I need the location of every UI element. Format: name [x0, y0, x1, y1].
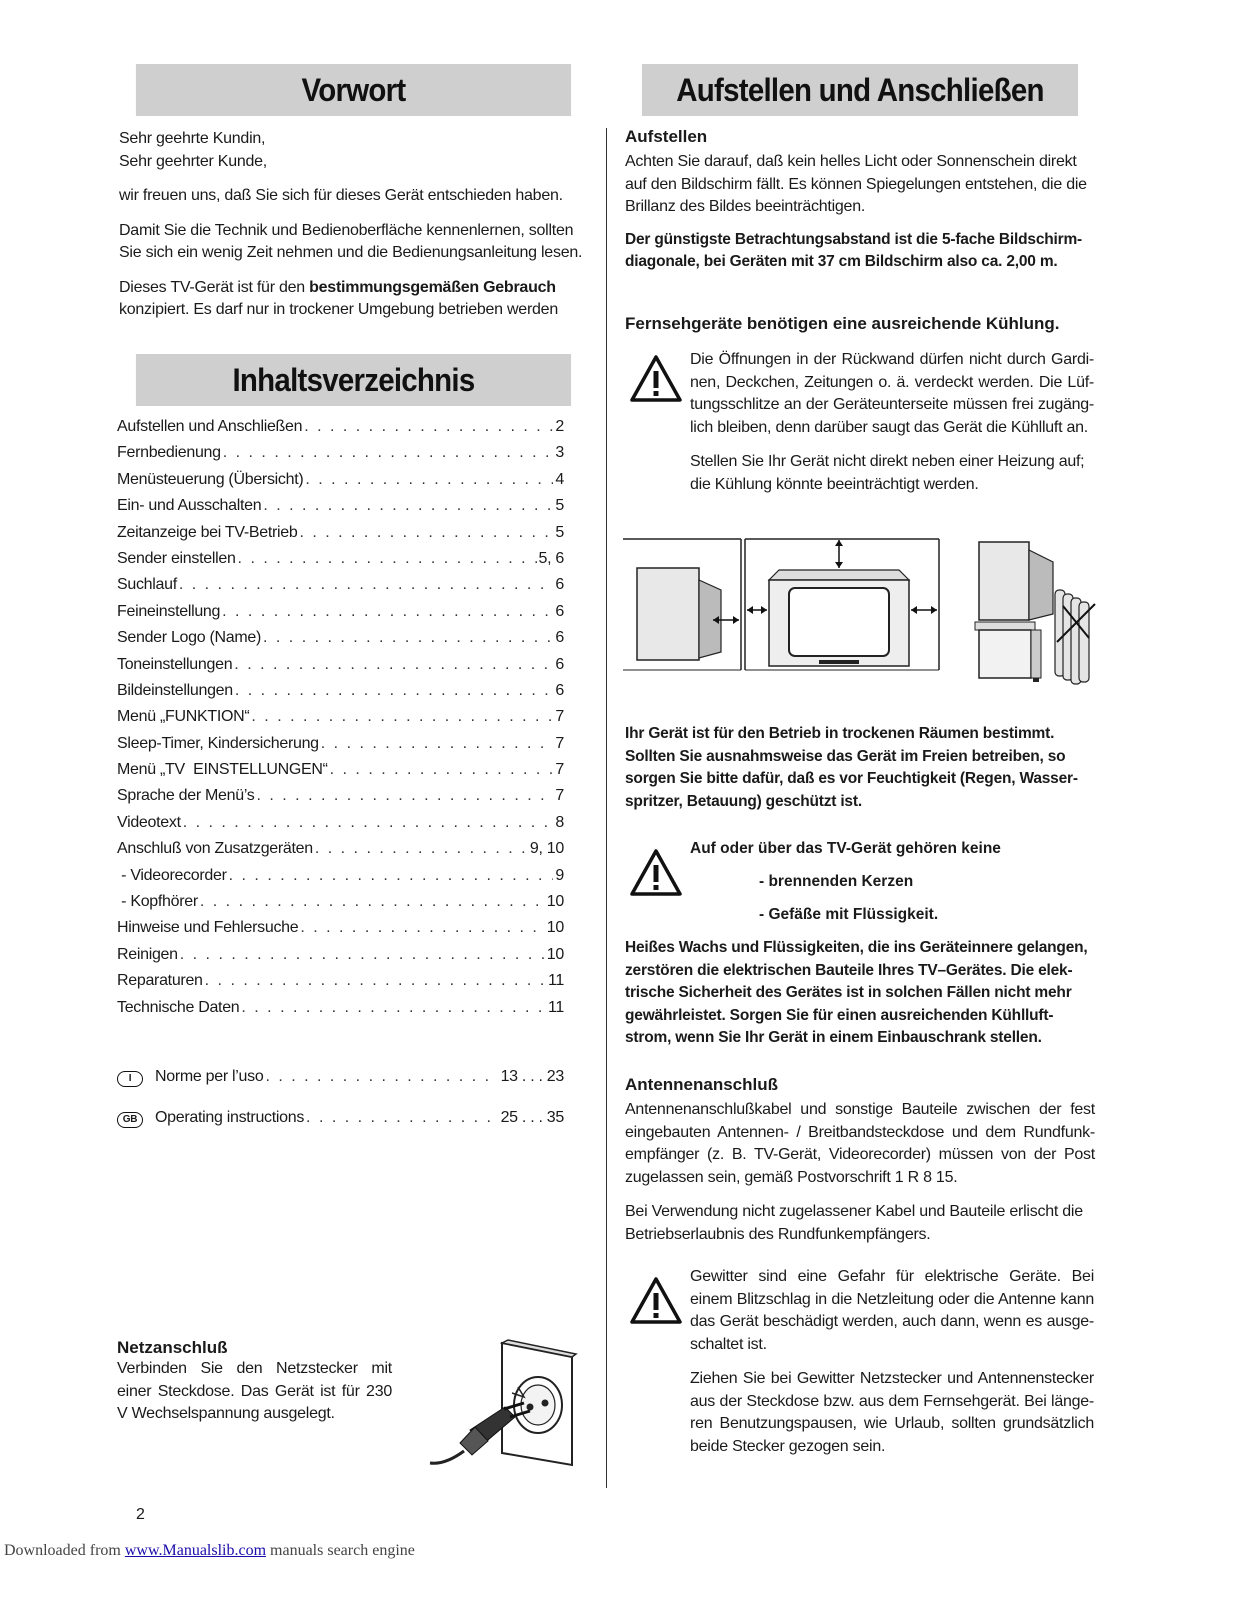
- toc-entry-page: 6: [555, 681, 564, 699]
- kuehlung-paragraph-1: Die Öffnungen in der Rückwand dürfen nicht durch Gardi-nen, Deckchen, Zeitungen o. ä. verdeckt werden. Die Lüf-tungsschlitze an der Geräteunterseite müssen frei zugäng-lich bleiben, denn darüber saugt das Gerät die Kühlluft an.: [690, 351, 1094, 436]
- toc-entry-label: Technische Daten: [117, 998, 240, 1016]
- toc-leader-dots: [234, 656, 553, 674]
- toc-entry-label: Hinweise und Fehlersuche: [117, 919, 299, 937]
- toc-entry-label: - Videorecorder: [117, 866, 227, 884]
- toc-leader-dots: [265, 1068, 498, 1086]
- toc-entry-page: 2: [555, 418, 564, 435]
- aufstellen-heading: Aufstellen: [625, 127, 708, 146]
- toc-entry: [117, 893, 564, 919]
- antenne-heading: Antennenanschluß: [625, 1075, 779, 1094]
- toc-entry-page: 10: [546, 945, 564, 963]
- toc-leader-dots: [229, 867, 554, 885]
- language-badge-icon: I: [117, 1071, 143, 1087]
- toc-entry-label: Sleep-Timer, Kindersicherung: [117, 734, 319, 752]
- right-column: [623, 64, 1097, 116]
- antenne-section: [625, 1075, 1095, 1246]
- power-plug-illustration: [420, 1335, 580, 1480]
- toc-entry-label: Bildeinstellungen: [117, 681, 233, 699]
- toc-entry: [117, 418, 564, 444]
- greeting-line-1: Sehr geehrte Kundin,: [119, 130, 266, 147]
- page-number: 2: [136, 1506, 145, 1523]
- netzanschluss-section: [117, 1338, 392, 1426]
- toc-leader-dots: [315, 840, 528, 858]
- toc-entry: [117, 444, 564, 470]
- toc-entry-page: 11: [547, 998, 564, 1016]
- toc-entry-page: 9: [555, 866, 564, 884]
- greeting-line-2: Sehr geehrter Kunde,: [119, 152, 267, 170]
- toc-leader-dots: [241, 999, 546, 1017]
- wachs-section: [625, 937, 1095, 1050]
- toc-entry-page: 5: [555, 523, 564, 541]
- gewitter-text: [690, 1266, 1094, 1458]
- warning-icon: [629, 848, 683, 898]
- toc-entry: [117, 682, 564, 708]
- table-of-contents: [117, 418, 564, 1025]
- toc-entry-label: Feineinstellung: [117, 602, 221, 620]
- toc-entry-page: 6: [555, 602, 564, 620]
- toc-entry: [117, 999, 564, 1025]
- toc-leader-dots: [263, 497, 553, 515]
- toc-leader-dots: [222, 603, 553, 621]
- toc-entry-label: Menü „TV EINSTELLUNGEN“: [117, 761, 328, 779]
- toc-entry-page: 11: [547, 972, 564, 990]
- toc-leader-dots: [180, 946, 545, 964]
- toc-entry-page: 10: [546, 893, 564, 911]
- toc-entry: [117, 919, 564, 945]
- vorwort-paragraph-3: [117, 277, 590, 322]
- tv-placement-illustration: [623, 530, 1097, 690]
- left-column: [117, 64, 590, 322]
- toc-entry-page: 6: [555, 576, 564, 594]
- toc-leader-dots: [321, 735, 554, 753]
- toc-entry-label: Sender Logo (Name): [117, 629, 262, 647]
- toc-entry-page: 6: [555, 655, 564, 673]
- abstand-note: Der günstigste Betrachtungsabstand ist die 5-fache Bildschirm-diagonale, bei Geräten mit 37 cm Bildschirm also ca. 2,00 m.: [625, 230, 1082, 270]
- toc-leader-dots: [300, 919, 544, 937]
- toc-entry-page: 5: [555, 497, 564, 515]
- language-entry-pages: 25 . . . 35: [500, 1109, 564, 1126]
- toc-entry-label: Menüsteuerung (Übersicht): [117, 470, 304, 488]
- language-entry-pages: 13 . . . 23: [500, 1068, 564, 1085]
- toc-entry-page: 3: [555, 444, 564, 462]
- wachs-note: Heißes Wachs und Flüssigkeiten, die ins Geräteinnere gelangen, zerstören die elektrischen Bauteile Ihres TV–Gerätes. Die elek-trische Sicherheit des Gerätes ist in solchen Fällen nicht mehr gewährleistet. Sorgen Sie für einen ausreichenden Kühlluft-strom, wenn Sie Ihr Gerät in einem Einbauschrank stellen.: [625, 939, 1088, 1046]
- toc-entry-label: Menü „FUNKTION“: [117, 708, 250, 726]
- toc-leader-dots: [200, 893, 545, 911]
- toc-entry-label: Fernbedienung: [117, 444, 221, 462]
- toc-entry: [117, 814, 564, 840]
- toc-entry: [117, 497, 564, 523]
- toc-entry-label: Anschluß von Zusatzgeräten: [117, 840, 313, 858]
- kuehlung-paragraph-2: Stellen Sie Ihr Gerät nicht direkt neben einer Heizung auf; die Kühlung könnte beeinträchtigt werden.: [690, 453, 1085, 493]
- toc-entry-label: Videotext: [117, 813, 181, 831]
- toc-entry: [117, 840, 564, 866]
- netzanschluss-heading: Netzanschluß: [117, 1338, 228, 1357]
- toc-entry: [117, 629, 564, 655]
- toc-leader-dots: [251, 708, 553, 726]
- language-entry: [117, 1109, 564, 1150]
- antenne-paragraph-2: Bei Verwendung nicht zugelassener Kabel und Bauteile erlischt die Betriebserlaubnis des Rundfunkempfängers.: [625, 1203, 1083, 1243]
- toc-entry: [117, 787, 564, 813]
- toc-entry-page: 7: [555, 708, 564, 726]
- toc-entry: [117, 471, 564, 497]
- trocken-section: [625, 723, 1095, 813]
- toc-leader-dots: [238, 550, 537, 568]
- manualslib-link[interactable]: www.Manualslib.com: [124, 1542, 267, 1559]
- toc-leader-dots: [235, 682, 554, 700]
- toc-entry: [117, 735, 564, 761]
- aufstellen-paragraph: Achten Sie darauf, daß kein helles Licht oder Sonnenschein direkt auf den Bildschirm fällt. Es können Spiegelungen entstehen, die die Brillanz des Bildes beeinträchtigen.: [625, 153, 1087, 215]
- toc-heading: Inhaltsverzeichnis: [136, 354, 571, 406]
- toc-entry-label: Reinigen: [117, 945, 178, 963]
- toc-entry-page: 5, 6: [538, 549, 564, 567]
- toc-entry-page: 7: [555, 734, 564, 752]
- toc-entry: [117, 708, 564, 734]
- p3-post: konzipiert. Es darf nur in trockener Umgebung betrieben werden: [119, 301, 558, 318]
- toc-entry-label: Zeitanzeige bei TV-Betrieb: [117, 523, 298, 541]
- toc-entry: [117, 524, 564, 550]
- toc-entry-label: Sender einstellen: [117, 549, 236, 567]
- antenne-paragraph-1: Antennenanschlußkabel und sonstige Bauteile zwischen der fest eingebauten Antennen- / Breitbandsteckdose und dem Rundfunk-empfänger (z. B. TV-Gerät, Videorecorder) müssen von der Post zugelassen sein, gemäß Postvorschrift 1 R 8 15.: [625, 1101, 1095, 1186]
- toc-entry: [117, 761, 564, 787]
- toc-leader-dots: [330, 761, 554, 779]
- toc-entry-page: 7: [555, 761, 564, 779]
- footer-prefix: Downloaded from: [4, 1542, 125, 1559]
- p3-bold: bestimmungsgemäßen Gebrauch: [309, 278, 556, 296]
- toc-entry: [117, 867, 564, 893]
- toc-entry-label: Reparaturen: [117, 972, 203, 990]
- kuehlung-text: [690, 349, 1094, 496]
- toc-heading-wrap: [117, 354, 590, 406]
- vorwort-paragraph-2: Damit Sie die Technik und Bedienoberfläche kennenlernen, sollten Sie sich ein wenig Zeit nehmen und die Bedienungsanleitung lesen.: [119, 221, 583, 261]
- p3-pre: Dieses TV-Gerät ist für den: [119, 278, 310, 296]
- toc-leader-dots: [257, 787, 554, 805]
- toc-leader-dots: [183, 814, 554, 832]
- toc-leader-dots: [299, 524, 553, 542]
- toc-entry-page: 10: [546, 919, 564, 937]
- toc-entry-label: Ein- und Ausschalten: [117, 497, 262, 515]
- kerzen-warning-line-1: Auf oder über das TV-Gerät gehören keine: [690, 840, 1001, 857]
- language-entry-label: Norme per l’uso: [155, 1068, 264, 1085]
- toc-entry-page: 7: [555, 787, 564, 805]
- toc-entry-page: 4: [555, 470, 564, 488]
- trocken-note: Ihr Gerät ist für den Betrieb in trockenen Räumen bestimmt. Sollten Sie ausnahmsweise das Gerät im Freien betreiben, so sorgen Sie bitte dafür, daß es vor Feuchtigkeit (Regen, Wasser-spritzer, Betauung) geschützt ist.: [625, 725, 1078, 810]
- toc-entry: [117, 946, 564, 972]
- toc-leader-dots: [223, 444, 554, 462]
- toc-entry: [117, 576, 564, 602]
- kerzen-warning-line-3: - Gefäße mit Flüssigkeit.: [759, 906, 939, 923]
- vorwort-heading: Vorwort: [136, 64, 571, 116]
- toc-leader-dots: [205, 972, 546, 990]
- aufstellen-section: [625, 127, 1095, 334]
- aufstellen-anschliessen-heading: Aufstellen und Anschließen: [642, 64, 1078, 116]
- toc-entry-label: Toneinstellungen: [117, 655, 233, 673]
- download-footer: [4, 1542, 415, 1560]
- column-divider: [606, 128, 607, 1488]
- toc-leader-dots: [263, 629, 553, 647]
- toc-entry-label: - Kopfhörer: [117, 893, 198, 911]
- gewitter-paragraph-2: Ziehen Sie bei Gewitter Netzstecker und Antennenstecker aus der Steckdose bzw. aus dem Fernsehgerät. Bei länge-ren Benutzungspausen, wie Urlaub, sollten grundsätzlich beide Stecker gezogen sein.: [690, 1370, 1094, 1455]
- vorwort-paragraph-1: wir freuen uns, daß Sie sich für dieses Gerät entschieden haben.: [119, 187, 563, 204]
- toc-entry-label: Aufstellen und Anschließen: [117, 418, 303, 435]
- language-list: [117, 1068, 564, 1150]
- kerzen-warning-line-2: - brennenden Kerzen: [759, 873, 914, 890]
- toc-entry: [117, 656, 564, 682]
- kuehlung-heading: Fernsehgeräte benötigen eine ausreichende Kühlung.: [625, 313, 1060, 333]
- toc-entry-page: 9, 10: [529, 840, 564, 858]
- toc-leader-dots: [305, 471, 553, 489]
- language-badge-icon: GB: [117, 1112, 143, 1128]
- toc-entry-label: Sprache der Menü’s: [117, 787, 255, 805]
- toc-leader-dots: [179, 576, 554, 594]
- toc-leader-dots: [304, 418, 553, 436]
- warning-icon: [629, 354, 683, 404]
- toc-entry: [117, 550, 564, 576]
- kerzen-warning: [690, 838, 1094, 930]
- toc-entry: [117, 603, 564, 629]
- toc-leader-dots: [306, 1109, 499, 1127]
- language-entry: [117, 1068, 564, 1109]
- toc-entry-page: 6: [555, 629, 564, 647]
- toc-entry-page: 8: [555, 813, 564, 831]
- gewitter-paragraph-1: Gewitter sind eine Gefahr für elektrische Geräte. Bei einem Blitzschlag in die Netzleitung oder die Antenne kann das Gerät beschädigt werden, auch dann, wenn es ausge-schaltet ist.: [690, 1268, 1094, 1353]
- language-entry-label: Operating instructions: [155, 1109, 305, 1126]
- netzanschluss-text: Verbinden Sie den Netzstecker mit einer Steckdose. Das Gerät ist für 230 V Wechselspannung ausgelegt.: [117, 1360, 392, 1422]
- toc-entry-label: Suchlauf: [117, 576, 177, 594]
- toc-entry: [117, 972, 564, 998]
- warning-icon: [629, 1276, 683, 1326]
- footer-suffix: manuals search engine: [266, 1542, 415, 1559]
